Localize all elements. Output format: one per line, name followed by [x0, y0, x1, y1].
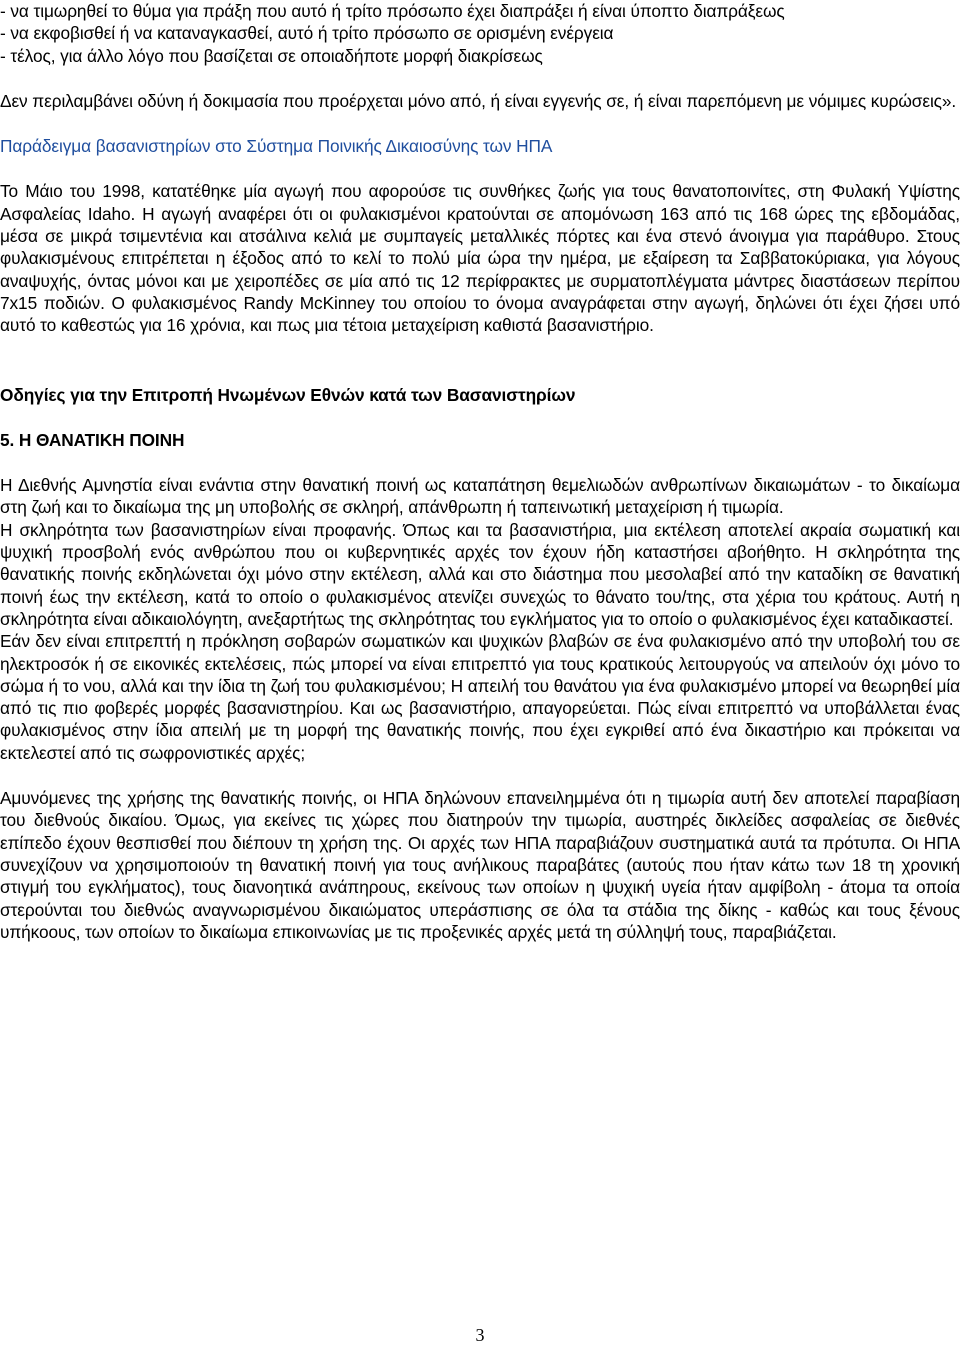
closing-paragraph: Δεν περιλαμβάνει οδύνη ή δοκιμασία που προέρχεται μόνο από, ή είναι εγγενής σε, ή είναι παρεπόμενη με νόμιμες κυρώσεις». [0, 90, 957, 111]
section-paragraph: Αμυνόμενες της χρήσης της θανατικής ποινής, οι ΗΠΑ δηλώνουν επανειλημμένα ότι η τιμωρία αυτή δεν αποτελεί παραβίαση του διεθνούς δικαίου. Όμως, για εκείνες τις χώρες που διατηρούν την τιμωρία, αυστηρές δικλείδες ασφαλείας σε διεθνές επίπεδο έχουν θεσπισθεί που διέπουν τη χρήση της. Οι αρχές των ΗΠΑ παραβιάζουν συστηματικά αυτά τα πρότυπα. Οι ΗΠΑ συνεχίζουν να χρησιμοποιούν τη θανατική ποινή για τους ανήλικους παραβάτες (αυτούς που ήταν κάτω των 18 τη χρονική στιγμή του εγκλήματος), τους διανοητικά ανάπηρους, εκείνους των οποίων η ψυχική υγεία ήταν αμφίβολη - άτομα τα οποία στερούνται του διεθνώς αναγνωρισμένου δικαιώματος υπεράσπισης σε όλα τα στάδια της δίκης - καθώς και τους ξένους υπήκοους, των οποίων το δικαίωμα επικοινωνίας με τις προξενικές αρχές μετά τη σύλληψή τους, παραβιάζεται. [0, 788, 960, 942]
list-item: - τέλος, για άλλο λόγο που βασίζεται σε οποιαδήποτε μορφή διακρίσεως [0, 45, 543, 66]
section-paragraph: Η Διεθνής Αμνηστία είναι ενάντια στην θανατική ποινή ως καταπάτηση θεμελιωδών ανθρωπίνων δικαιωμάτων - το δικαίωμα στη ζωή και το δικαίωμα της μη υποβολής σε σκληρή, απάνθρωπη ή ταπεινωτική μεταχείριση ή τιμωρία. [0, 475, 960, 518]
conditions-list [0, 0, 960, 67]
section-paragraph: Η σκληρότητα των βασανιστηρίων είναι προφανής. Όπως και τα βασανιστήρια, μια εκτέλεση αποτελεί ακραία σωματική και ψυχική προσβολή ενός ανθρώπου που οι κυβερνητικές αρχές τον έχουν ήδη καταστήσει αβοήθητο. Η σκληρότητα της θανατικής ποινής εκδηλώνεται όχι μόνο στην εκτέλεση, αλλά και στο διάστημα που μεσολαβεί από την καταδίκη σε θανατική ποινή έως την εκτέλεση, κατά το οποίο ο φυλακισμένος ατενίζει συνεχώς το θάνατο του/της, στα χέρια του κράτους. Αυτή η σκληρότητα είναι αδικαιολόγητη, ανεξαρτήτως της σκληρότητας του εγκλήματος για το οποίο ο φυλακισμένος έχει καταδικαστεί. [0, 519, 960, 629]
list-item: - να εκφοβισθεί ή να καταναγκασθεί, αυτό ή τρίτο πρόσωπο σε ορισμένη ενέργεια [0, 23, 614, 44]
section-heading: 5. Η ΘΑΝΑΤΙΚΗ ΠΟΙΝΗ [0, 429, 185, 450]
page-number: 3 [475, 1325, 485, 1345]
list-item: - να τιμωρηθεί το θύμα για πράξη που αυτό ή τρίτο πρόσωπο έχει διαπράξει ή είναι ύποπτο διαπράξεως [0, 1, 785, 21]
example-paragraph: Το Μάιο του 1998, κατατέθηκε μία αγωγή που αφορούσε τις συνθήκες ζωής για τους θανατοποινίτες, στη Φυλακή Υψίστης Ασφαλείας Idaho. Η αγωγή αναφέρει ότι οι φυλακισμένοι κρατούνται σε απομόνωση 163 από τις 168 ώρες της εβδομάδας, μέσα σε μικρά τσιμεντένια και ατσάλινα κελιά με συμπαγείς μεταλλικές πόρτες και ένα στενό άνοιγμα για παράθυρο. Στους φυλακισμένους επιτρέπεται η έξοδος από το κελί το πολύ μία ώρα την ημέρα, με εξαίρεση τα Σαββατοκύριακα, για λόγους αναψυχής, όντας μόνοι και με χειροπέδες σε μία από τις 12 περίφρακτες με συρματοπλέγματα μάντρες διαστάσεων περίπου 7x15 ποδιών. Ο φυλακισμένος Randy McKinney του οποίου το όνομα αναγράφεται στην αγωγή, δηλώνει ότι έχει ζήσει υπό αυτό το καθεστώς για 16 χρόνια, και πως μια τέτοια μεταχείριση καθιστά βασανιστήριο. [0, 181, 960, 336]
example-link[interactable]: Παράδειγμα βασανιστηρίων στο Σύστημα Ποινικής Δικαιοσύνης των ΗΠΑ [0, 136, 553, 157]
section-paragraph: Εάν δεν είναι επιτρεπτή η πρόκληση σοβαρών σωματικών και ψυχικών βλαβών σε ένα φυλακισμένο από την υποβολή του σε ηλεκτροσόκ ή σε εικονικές εκτελέσεις, πώς μπορεί να είναι επιτρεπτό για τους κρατικούς λειτουργούς να απειλούν όχι μόνο το σώμα ή το νου, αλλά και την ίδια τη ζωή του φυλακισμένου; Η απειλή του θανάτου για ένα φυλακισμένο μπορεί να θεωρηθεί μία από τις πιο φοβερές μορφές βασανιστηρίου. Και ως βασανιστήριο, απαγορεύεται. Πώς είναι επιτρεπτό να υποβάλλεται ένας φυλακισμένος στην ίδια απειλή με τη μορφή της θανατικής ποινής, που έχει εγκριθεί από ένα δικαστήριο και πρόκειται να εκτελεστεί από τις σωφρονιστικές αρχές; [0, 631, 960, 763]
un-guidelines-heading: Οδηγίες για την Επιτροπή Ηνωμένων Εθνών κατά των Βασανιστηρίων [0, 384, 576, 405]
